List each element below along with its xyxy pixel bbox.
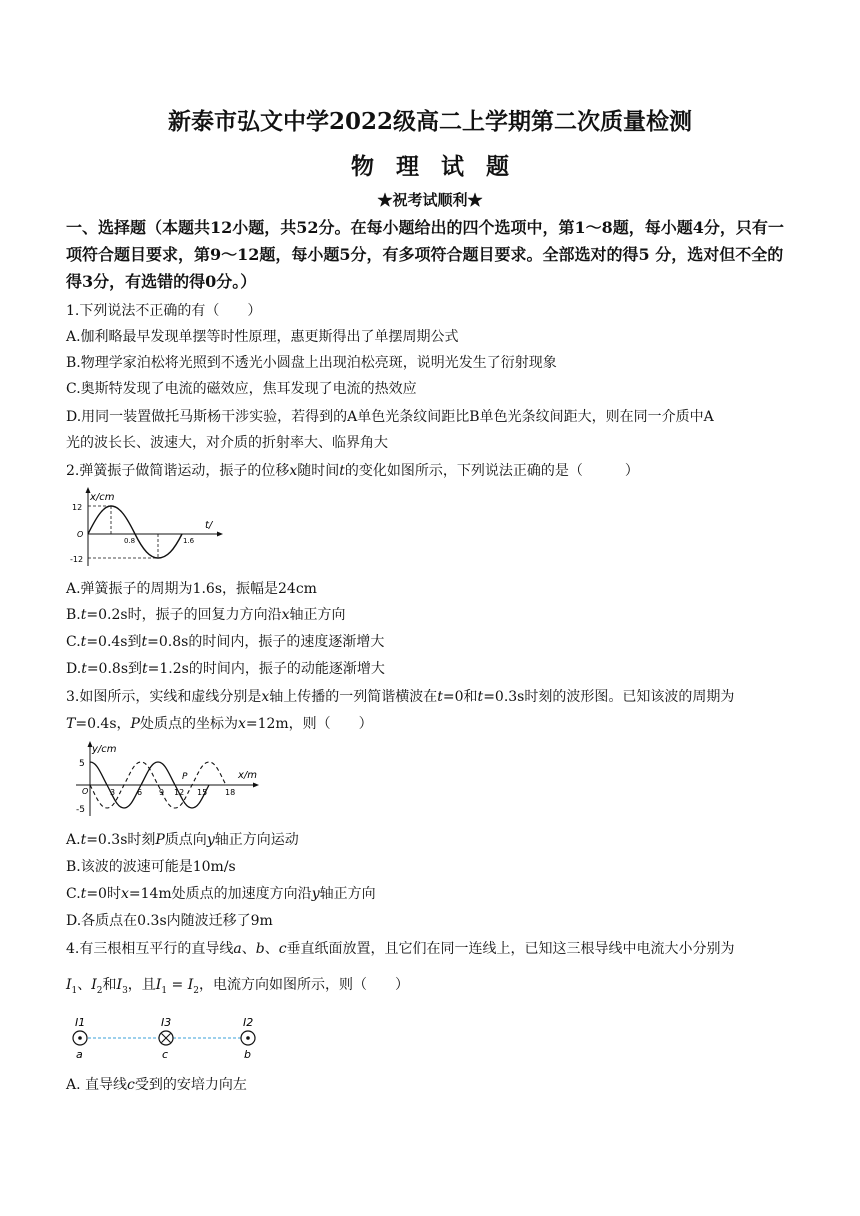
q1-option-c: C.奥斯特发现了电流的磁效应，焦耳发现了电流的热效应 bbox=[66, 381, 417, 397]
q3-option-a: A.t=0.3s时刻P质点向y轴正方向运动 bbox=[66, 832, 299, 848]
q3-option-c: C.t=0时x=14m处质点的加速度方向沿y轴正方向 bbox=[66, 886, 376, 902]
q3-graph-xtick-9: 9 bbox=[159, 788, 165, 797]
q2-graph-xlabel: t/ bbox=[205, 520, 213, 531]
q2-graph-xtick-0.8: 0.8 bbox=[124, 537, 136, 545]
q3-option-d: D.各质点在0.3s内随波迁移了9m bbox=[66, 913, 273, 929]
q3-graph-xtick-15: 15 bbox=[197, 788, 208, 797]
q1-option-b: B.物理学家泊松将光照到不透光小圆盘上出现泊松亮斑，说明光发生了衍射现象 bbox=[66, 355, 557, 371]
q2-graph-ytick-top: 12 bbox=[72, 503, 83, 512]
q4-option-a: A. 直导线c受到的安培力向左 bbox=[66, 1077, 247, 1093]
q3-graph-xlabel: x/m bbox=[238, 770, 258, 781]
q4-wire-name-b: b bbox=[244, 1048, 251, 1061]
q4-stem-line2: $I_1$、$I_2$和$I_3$，且$I_1 = I_2$，电流方向如图所示，则（ ） bbox=[66, 977, 409, 996]
section-instructions: 一、选择题（本题共12小题，共52分。在每小题给出的四个选项中，第1～8题，每小题4分，只有一项符合题目要求，第9～12题，每小题5分，有多项符合题目要求。全部选对的得5 分，选对但不全的得3分，有选错的得0分。） bbox=[66, 218, 784, 291]
q3-graph-xtick-18: 18 bbox=[225, 788, 236, 797]
q2-option-a: A.弹簧振子的周期为1.6s，振幅是24cm bbox=[66, 581, 317, 597]
q1-option-d-line2: 光的波长长、波速大，对介质的折射率大、临界角大 bbox=[66, 435, 388, 451]
school-title: 新泰市弘文中学2022级高二上学期第二次质量检测 bbox=[167, 108, 692, 135]
q2-displacement-time-graph bbox=[66, 484, 236, 568]
q2-option-d: D.t=0.8s到t=1.2s的时间内，振子的动能逐渐增大 bbox=[66, 661, 385, 677]
q3-graph-origin: O bbox=[82, 787, 89, 796]
q2-option-b: B.t=0.2s时，振子的回复力方向沿x轴正方向 bbox=[66, 607, 346, 623]
q3-stem-line1: 3.如图所示，实线和虚线分别是x轴上传播的一列简谐横波在t=0和t=0.3s时刻的波形图。已知该波的周期为 bbox=[66, 689, 735, 705]
wish-line: ★祝考试顺利★ bbox=[377, 191, 483, 209]
q1-stem: 1.下列说法不正确的有（ ） bbox=[66, 303, 262, 319]
q4-wire-figure bbox=[66, 1012, 296, 1064]
q2-graph-origin: O bbox=[77, 530, 84, 539]
q3-graph-ylabel: y/cm bbox=[92, 744, 117, 755]
q4-wire-name-a: a bbox=[76, 1048, 83, 1061]
q2-graph-ytick-bottom: -12 bbox=[70, 555, 84, 564]
q2-graph-ylabel: x/cm bbox=[90, 492, 115, 503]
q4-stem-line1: 4.有三根相互平行的直导线a、b、c垂直纸面放置，且它们在同一连线上，已知这三根导线中电流大小分别为 bbox=[66, 941, 735, 957]
q3-option-b: B.该波的波速可能是10m/s bbox=[66, 859, 236, 875]
q1-option-d-line1: D.用同一装置做托马斯杨干涉实验，若得到的A单色光条纹间距比B单色光条纹间距大，则在同一介质中A bbox=[66, 409, 714, 425]
q1-option-a: A.伽利略最早发现单摆等时性原理，惠更斯得出了单摆周期公式 bbox=[66, 329, 459, 345]
q3-graph-xtick-6: 6 bbox=[137, 788, 143, 797]
q2-graph-xtick-1.6: 1.6 bbox=[183, 537, 195, 545]
q2-option-c: C.t=0.4s到t=0.8s的时间内，振子的速度逐渐增大 bbox=[66, 634, 385, 650]
q4-label-i3: I3 bbox=[161, 1016, 172, 1029]
q3-stem-line2: T=0.4s，P处质点的坐标为x=12m，则（ ） bbox=[66, 716, 373, 732]
q4-label-i1: I1 bbox=[75, 1016, 86, 1029]
q4-label-i2: I2 bbox=[243, 1016, 254, 1029]
q3-graph-point-p: P bbox=[182, 772, 188, 782]
q3-graph-ytick-top: 5 bbox=[79, 759, 85, 769]
q3-graph-xtick-3: 3 bbox=[110, 788, 116, 797]
q4-wire-name-c: c bbox=[162, 1048, 169, 1061]
q3-graph-ytick-bottom: -5 bbox=[76, 805, 85, 815]
q2-stem: 2.弹簧振子做简谐运动，振子的位移x随时间t的变化如图所示，下列说法正确的是（ ） bbox=[66, 463, 639, 479]
q3-wave-graph bbox=[66, 738, 266, 818]
q3-graph-xtick-12: 12 bbox=[174, 788, 185, 797]
subject-title: 物理试题 bbox=[351, 153, 531, 180]
